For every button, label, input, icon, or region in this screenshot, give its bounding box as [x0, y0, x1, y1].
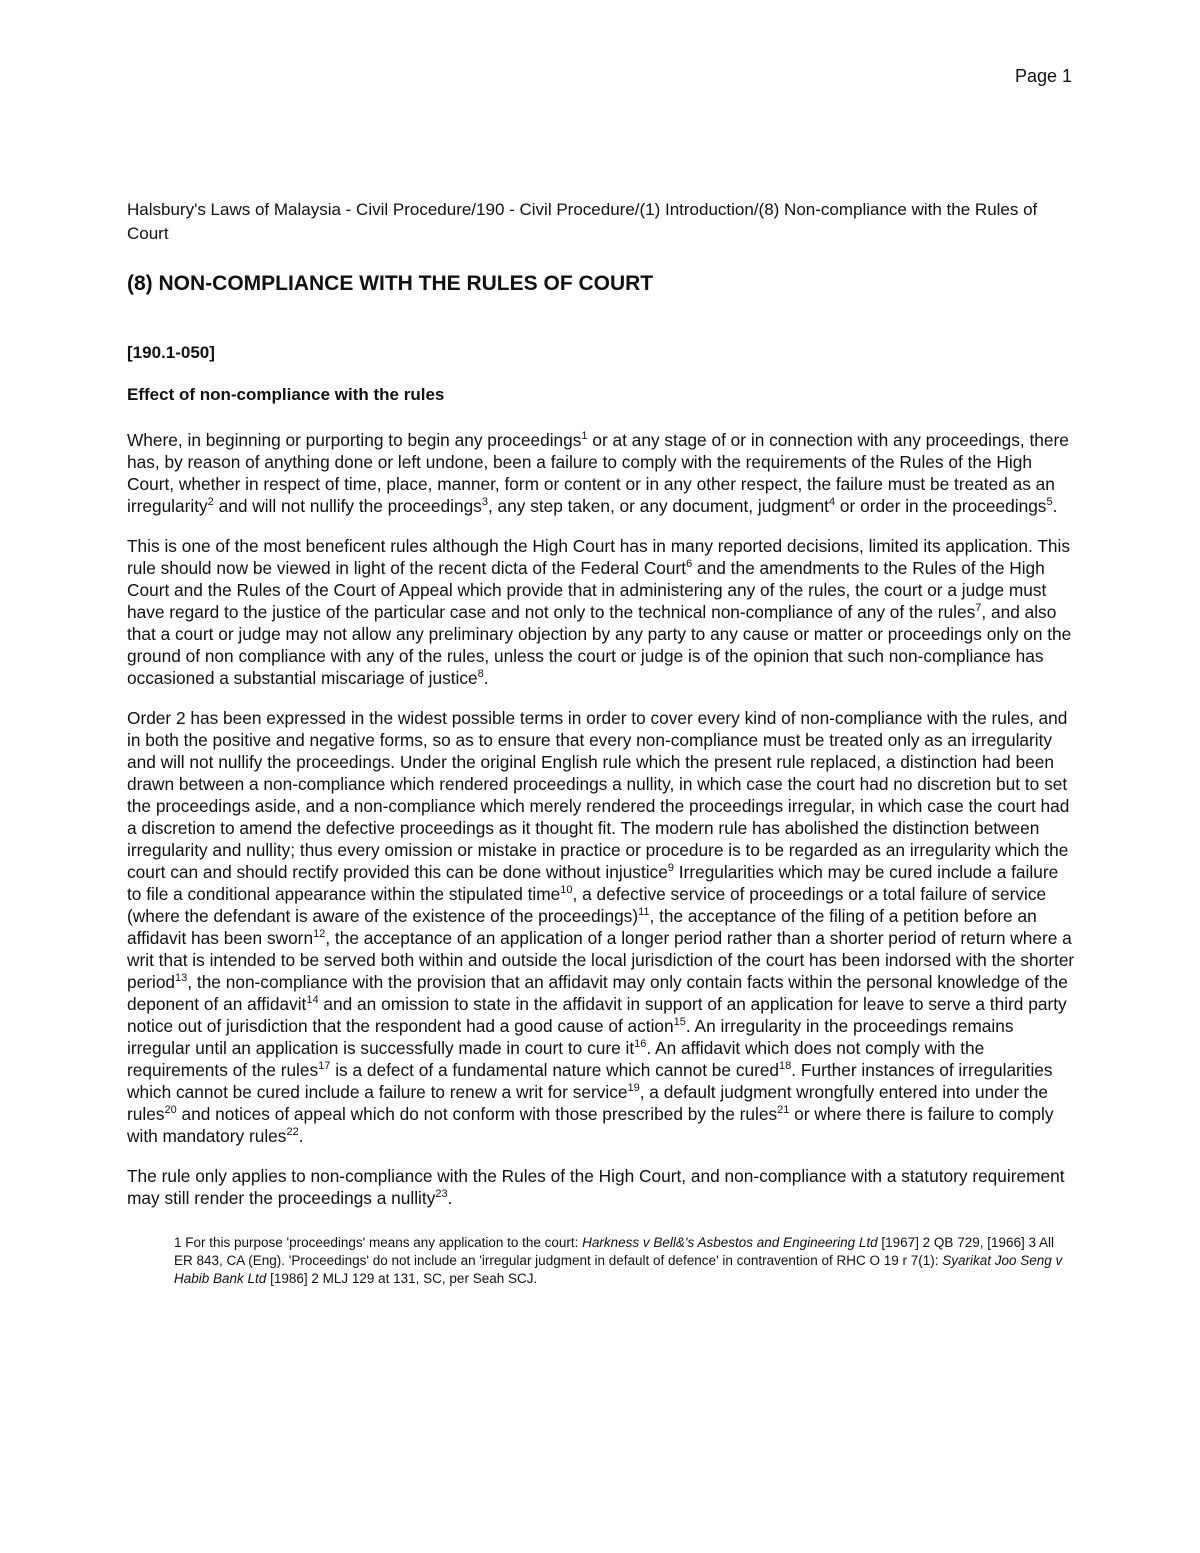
footnote-ref: 10 [560, 884, 573, 896]
footnote-ref: 1 [581, 430, 588, 442]
footnote-ref: 8 [477, 668, 484, 680]
footnote-ref: 15 [673, 1016, 686, 1028]
body-paragraph: Where, in beginning or purporting to begin any proceedings$^1$ or at any stage of or in connection with any proceedings, there has, by reason of anything done or left undone, been a failure to comply with the requirements of the Rules of the High Court, whether in respect of time, place, manner, form or content or in any other respect, the failure must be treated as an irregularity$^2$ and will not nullify the proceedings$^3$, any step taken, or any document, judgment$^4$ or order in the proceedings$^5$. [127, 430, 1069, 516]
section-title: (8) NON-COMPLIANCE WITH THE RULES OF COURT [127, 272, 654, 295]
footnote-ref: 16 [634, 1038, 647, 1050]
case-citation: Harkness v Bell&'s Asbestos and Engineering Ltd [582, 1235, 878, 1250]
footnote-ref: 21 [777, 1104, 790, 1116]
document-content [127, 198, 1075, 1288]
footnote-ref: 11 [638, 906, 650, 918]
footnote-ref: 13 [175, 972, 188, 984]
footnote-ref: 12 [313, 928, 326, 940]
footnote-ref: 5 [1046, 496, 1053, 508]
body-paragraph: Order 2 has been expressed in the widest possible terms in order to cover every kind of non-compliance with the rules, and in both the positive and negative forms, so as to ensure that every non-compliance must be treated only as an irregularity and will not nullify the proceedings. Under the original English rule which the present rule replaced, a distinction had been drawn between a non-compliance which rendered proceedings a nullity, in which case the court had no discretion but to set the proceedings aside, and a non-compliance which merely rendered the proceedings irregular, in which case the court had a discretion to amend the defective proceedings as it thought fit. The modern rule has abolished the distinction between irregularity and nullity; thus every omission or mistake in practice or procedure is to be regarded as an irregularity which the court can and should rectify provided this can be done without injustice$^9$ Irregularities which may be cured include a failure to file a conditional appearance within the stipulated time$^{10}$, a defective service of proceedings or a total failure of service (where the defendant is aware of the existence of the proceedings)$^{11}$, the acceptance of the filing of a petition before an affidavit has been sworn$^{12}$, the acceptance of an application of a longer period rather than a shorter period of return where a writ that is intended to be served both within and outside the local jurisdiction of the court has been indorsed with the shorter period$^{13}$, the non-compliance with the provision that an affidavit may only contain facts within the personal knowledge of the deponent of an affidavit$^{14}$ and an omission to state in the affidavit in support of an application for leave to serve a third party notice out of jurisdiction that the respondent had a good cause of action$^{15}$. An irregularity in the proceedings remains irregular until an application is successfully made in court to cure $it^{16}$. An affidavit which does not comply with the requirements of the rules$^{17}$ is a defect of a fundamental nature which cannot be cured$^{18}$. Further instances of irregularities which cannot be cured include a failure to renew a writ for service$^{19}$, a default judgment wrongfully entered into under the rules$^{20}$ and notices of appeal which do not conform with those prescribed by the rules$^{21}$ or where there is failure to comply with mandatory rules$^{22}$. [127, 708, 1075, 1146]
footnote-ref: 9 [667, 862, 674, 874]
footnote-ref: 17 [318, 1060, 331, 1072]
paragraph-reference: [190.1-050] [127, 343, 215, 362]
footnote-ref: 19 [627, 1082, 640, 1094]
footnote-ref: 14 [306, 994, 319, 1006]
footnote-ref: 18 [779, 1060, 792, 1072]
footnote-ref: 4 [828, 496, 836, 508]
footnote-ref: 23 [435, 1188, 448, 1200]
footnote-ref: 3 [481, 496, 488, 508]
body-paragraph: This is one of the most beneficent rules although the High Court has in many reported decisions, limited its application. This rule should now be viewed in light of the recent dicta of the Federal Court$^6$ and the amendments to the Rules of the High Court and the Rules of the Court of Appeal which provide that in administering any of the rules, the court or a judge must have regard to the justice of the particular case and not only to the technical non-compliance of any of the rules$^7$, and also that a court or judge may not allow any preliminary objection by any party to any cause or matter or proceedings only on the ground of non compliance with any of the rules, unless the court or judge is of the opinion that such non-compliance has occasioned a substantial miscariage of justice$^8$. [127, 536, 1072, 688]
case-citation: Syarikat Joo Seng v Habib Bank Ltd [174, 1253, 1063, 1286]
footnote-ref: 22 [286, 1126, 299, 1138]
footnote-ref: 2 [207, 496, 214, 508]
footnote: 1 For this purpose 'proceedings' means any application to the court: Harkness v Bell&'s Asbestos and Engineering Ltd [1967] 2 QB 729, [1966] 3 All ER 843, CA (Eng). 'Proceedings' do not include an 'irregular judgment in default of defence' in contravention of RHC O 19 r 7(1): Syarikat Joo Seng v Habib Bank Ltd [1986] 2 MLJ 129 at 131, SC, per Seah SCJ. [174, 1235, 1063, 1286]
footnote-ref: 7 [975, 602, 982, 614]
page-number: Page 1 [1014, 66, 1072, 86]
footnote-ref: 6 [686, 558, 693, 570]
footnote-ref: 20 [164, 1104, 177, 1116]
body-paragraph: The rule only applies to non-compliance with the Rules of the High Court, and non-compliance with a statutory requirement may still render the proceedings a nullity$^{23}$. [127, 1166, 1065, 1208]
breadcrumb: Halsbury's Laws of Malaysia - Civil Procedure/190 - Civil Procedure/(1) Introduction/(8) Non-compliance with the Rules of Court [127, 200, 1038, 243]
paragraph-heading: Effect of non-compliance with the rules [127, 385, 445, 404]
